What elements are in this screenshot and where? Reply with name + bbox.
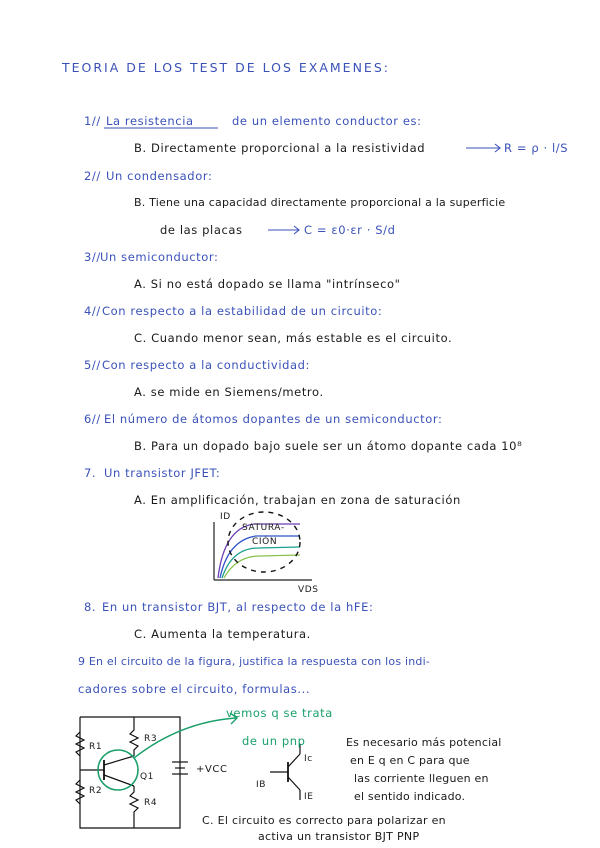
- label-r4: R4: [144, 798, 158, 808]
- q6-answer: B. Para un dopado bajo suele ser un átomo dopante cada 10⁸: [134, 439, 523, 453]
- q7-number: 7.: [84, 466, 97, 480]
- explanation-line4: el sentido indicado.: [354, 790, 466, 803]
- q9-answer-line2: activa un transistor BJT PNP: [258, 830, 420, 843]
- q9-text-line1: 9 En el circuito de la figura, justifica la respuesta con los indi-: [78, 655, 431, 668]
- q3-text: Un semiconductor:: [100, 250, 219, 264]
- q5-answer: A. se mide en Siemens/metro.: [134, 385, 324, 399]
- q9-text-line2: cadores sobre el circuito, formulas...: [78, 682, 311, 696]
- explanation-line3: las corriente lleguen en: [354, 772, 489, 785]
- q7-answer: A. En amplificación, trabajan en zona de saturación: [134, 493, 461, 507]
- q2-answer-line1: B. Tiene una capacidad directamente proporcional a la superficie: [134, 196, 506, 209]
- q2-number: 2//: [84, 169, 101, 183]
- label-r1: R1: [89, 742, 103, 752]
- q8-text: En un transistor BJT, al respecto de la hFE:: [102, 600, 374, 614]
- explanation-line1: Es necesario más potencial: [346, 736, 502, 749]
- pnp-label-ie: IE: [304, 792, 314, 802]
- explanation-line2: en E q en C para que: [350, 754, 470, 767]
- pnp-label-ib: IB: [256, 780, 267, 790]
- q8-answer: C. Aumenta la temperatura.: [134, 627, 311, 641]
- graph-x-label: VDS: [298, 585, 319, 595]
- q1-answer: B. Directamente proporcional a la resistividad: [134, 141, 426, 155]
- q3-number: 3//: [84, 250, 101, 264]
- q5-number: 5//: [84, 358, 101, 372]
- label-r3: R3: [144, 734, 158, 744]
- q1-formula: R = ρ · l/S: [504, 141, 569, 155]
- q3-answer: A. Si no está dopado se llama "intrínseco": [134, 277, 401, 291]
- note-line1: vemos q se trata: [226, 706, 333, 720]
- q2-answer-line2: de las placas: [160, 223, 243, 237]
- label-q1: Q1: [140, 772, 155, 782]
- note-line2: de un pnp: [242, 734, 306, 748]
- label-vcc: +VCC: [196, 764, 228, 775]
- q5-text: Con respecto a la conductividad:: [102, 358, 311, 372]
- q4-number: 4//: [84, 304, 101, 318]
- q6-number: 6//: [84, 412, 101, 426]
- q9-answer-line1: C. El circuito es correcto para polarizar en: [202, 814, 446, 827]
- q7-text: Un transistor JFET:: [104, 466, 221, 480]
- q1-text: de un elemento conductor es:: [232, 114, 422, 128]
- pnp-label-ic: Ic: [304, 754, 313, 764]
- label-r2: R2: [89, 786, 103, 796]
- q6-text: El número de átomos dopantes de un semiconductor:: [104, 412, 443, 426]
- q4-answer: C. Cuando menor sean, más estable es el circuito.: [134, 331, 453, 345]
- q2-formula: C = ε0·εr · S/d: [304, 223, 396, 237]
- graph-region-label-b: CIÓN: [252, 537, 278, 547]
- q2-text: Un condensador:: [106, 169, 213, 183]
- graph-y-label: ID: [220, 512, 231, 522]
- page-title: TEORIA DE LOS TEST DE LOS EXAMENES:: [62, 60, 390, 75]
- q1-number: 1//: [84, 114, 101, 128]
- q1-highlight: La resistencia: [106, 114, 194, 128]
- graph-region-label-a: SATURA-: [242, 523, 285, 533]
- q8-number: 8.: [84, 600, 97, 614]
- q4-text: Con respecto a la estabilidad de un circuito:: [102, 304, 383, 318]
